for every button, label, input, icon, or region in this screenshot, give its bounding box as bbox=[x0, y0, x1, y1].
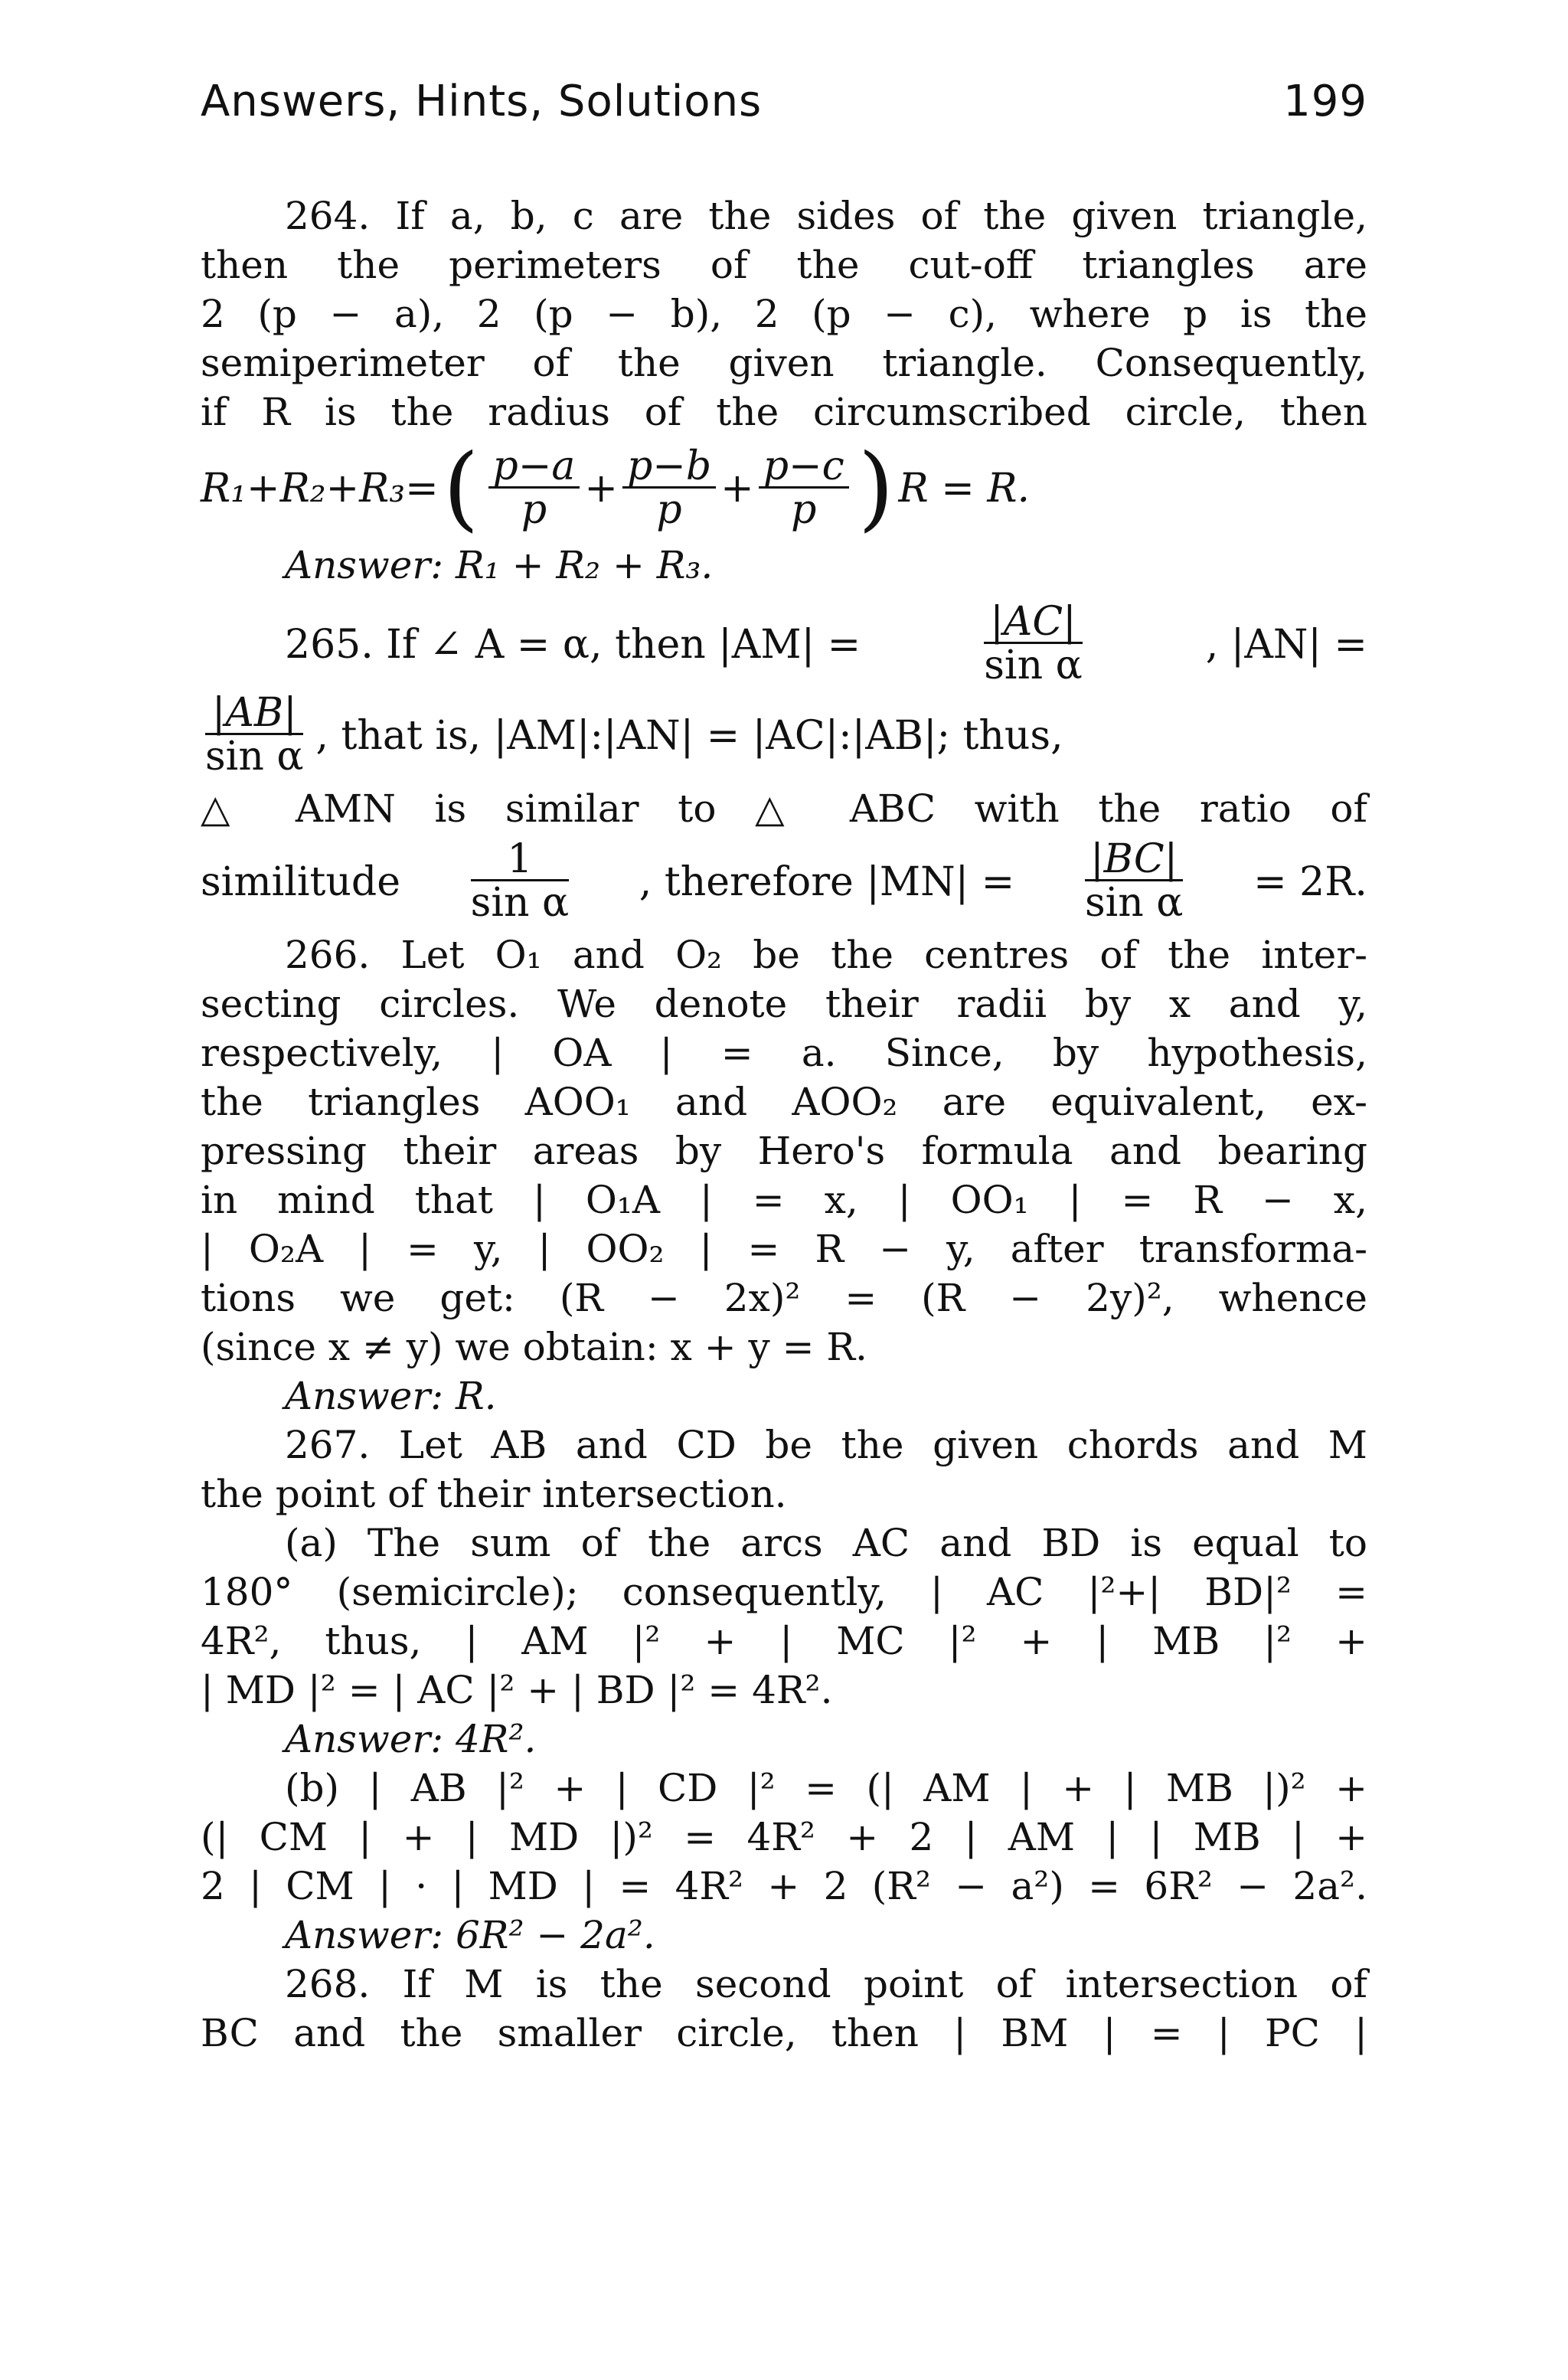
denominator: sin α bbox=[205, 734, 304, 780]
text-line: (a) The sum of the arcs AC and BD is equal to bbox=[285, 1521, 1367, 1565]
text-segment: = 2R. bbox=[1253, 858, 1367, 905]
text-line: 268. If M is the second point of intersection of bbox=[285, 1962, 1367, 2006]
paren-open: ( bbox=[443, 435, 479, 541]
text-line: 2 | CM | · | MD | = 4R² + 2 (R² − a²) = 6R² − 2a². bbox=[201, 1864, 1367, 1908]
text-line: respectively, | OA | = a. Since, by hypothesis, bbox=[201, 1031, 1367, 1075]
text-line: semiperimeter of the given triangle. Consequently, bbox=[201, 341, 1367, 385]
page-number: 199 bbox=[1283, 77, 1367, 126]
text-segment: , therefore |MN| = bbox=[639, 858, 1015, 905]
text-line: secting circles. We denote their radii by x and y, bbox=[201, 982, 1367, 1026]
numerator: p−b bbox=[622, 446, 716, 489]
denominator: p bbox=[656, 486, 682, 533]
denominator: p bbox=[521, 486, 547, 533]
denominator: sin α bbox=[470, 880, 570, 926]
numerator: |BC| bbox=[1085, 839, 1183, 881]
text-line: then the perimeters of the cut-off triangles are bbox=[201, 243, 1367, 287]
equation-264 bbox=[201, 435, 1367, 541]
text-line: (b) | AB |² + | CD |² = (| AM | + | MB |)² + bbox=[285, 1766, 1367, 1810]
fraction bbox=[759, 443, 849, 533]
problem-264 bbox=[201, 191, 1367, 590]
equation-lhs: R₁+R₂+R₃= bbox=[201, 466, 439, 512]
text-line: 2 (p − a), 2 (p − b), 2 (p − c), where p is the bbox=[201, 292, 1367, 336]
text-line: △ AMN is similar to △ ABC with the ratio of bbox=[201, 786, 1367, 831]
answer-267a: Answer: 4R². bbox=[285, 1717, 537, 1761]
numerator: p−a bbox=[488, 446, 580, 489]
plus-sign: + bbox=[720, 466, 754, 512]
formula-line bbox=[201, 599, 1367, 688]
fraction bbox=[622, 443, 716, 533]
text-line: tions we get: (R − 2x)² = (R − 2y)², whence bbox=[201, 1276, 1367, 1320]
denominator: p bbox=[791, 486, 817, 533]
paren-close: ) bbox=[858, 435, 894, 541]
text-line: pressing their areas by Hero's formula and bearing bbox=[201, 1129, 1367, 1173]
answer-266: Answer: R. bbox=[285, 1374, 497, 1418]
text-line: the triangles AOO₁ and AOO₂ are equivalent, ex- bbox=[201, 1080, 1367, 1124]
formula-line bbox=[201, 690, 1367, 780]
text-line: | MD |² = | AC |² + | BD |² = 4R². bbox=[201, 1668, 833, 1712]
problem-268 bbox=[201, 1960, 1367, 2058]
text-line: if R is the radius of the circumscribed circle, then bbox=[201, 390, 1367, 434]
text-segment: , |AN| = bbox=[1205, 621, 1367, 668]
text-segment: similitude bbox=[201, 858, 400, 905]
text-segment: 265. If ∠ A = α, then |AM| = bbox=[285, 621, 861, 668]
fraction bbox=[470, 836, 570, 926]
page-header bbox=[201, 77, 1367, 126]
text-line: (| CM | + | MD |)² = 4R² + 2 | AM | | MB | + bbox=[201, 1815, 1367, 1859]
fraction bbox=[205, 690, 304, 780]
fraction bbox=[984, 599, 1083, 688]
text-line: 4R², thus, | AM |² + | MC |² + | MB |² + bbox=[201, 1619, 1367, 1663]
text-line: 264. If a, b, c are the sides of the given triangle, bbox=[285, 194, 1367, 238]
answer-264: Answer: R₁ + R₂ + R₃. bbox=[285, 543, 714, 587]
denominator: sin α bbox=[1084, 880, 1184, 926]
denominator: sin α bbox=[984, 642, 1083, 688]
text-line: 266. Let O₁ and O₂ be the centres of the inter- bbox=[285, 933, 1367, 977]
text-segment: , that is, |AM|:|AN| = |AC|:|AB|; thus, bbox=[315, 712, 1063, 759]
text-line: the point of their intersection. bbox=[201, 1472, 787, 1516]
text-line: BC and the smaller circle, then | BM | = | PC | bbox=[201, 2011, 1367, 2055]
text-line: 267. Let AB and CD be the given chords and M bbox=[285, 1423, 1367, 1467]
text-line: (since x ≠ y) we obtain: x + y = R. bbox=[201, 1325, 867, 1369]
problem-266 bbox=[201, 930, 1367, 1420]
text-line: 180° (semicircle); consequently, | AC |²+| BD|² = bbox=[201, 1570, 1367, 1614]
problem-265 bbox=[201, 599, 1367, 926]
problem-267 bbox=[201, 1420, 1367, 1960]
formula-line bbox=[201, 836, 1367, 926]
plus-sign: + bbox=[584, 466, 618, 512]
numerator: |AC| bbox=[984, 602, 1082, 644]
fraction bbox=[488, 443, 580, 533]
numerator: 1 bbox=[471, 839, 569, 881]
fraction bbox=[1084, 836, 1184, 926]
page-body bbox=[201, 191, 1367, 2058]
text-line: | O₂A | = y, | OO₂ | = R − y, after transforma- bbox=[201, 1227, 1367, 1271]
running-title: Answers, Hints, Solutions bbox=[201, 77, 763, 126]
answer-267b: Answer: 6R² − 2a². bbox=[285, 1913, 655, 1957]
equation-rhs: R = R. bbox=[898, 466, 1030, 512]
text-line: in mind that | O₁A | = x, | OO₁ | = R − x, bbox=[201, 1178, 1367, 1222]
numerator: p−c bbox=[759, 446, 849, 489]
numerator: |AB| bbox=[205, 693, 303, 735]
